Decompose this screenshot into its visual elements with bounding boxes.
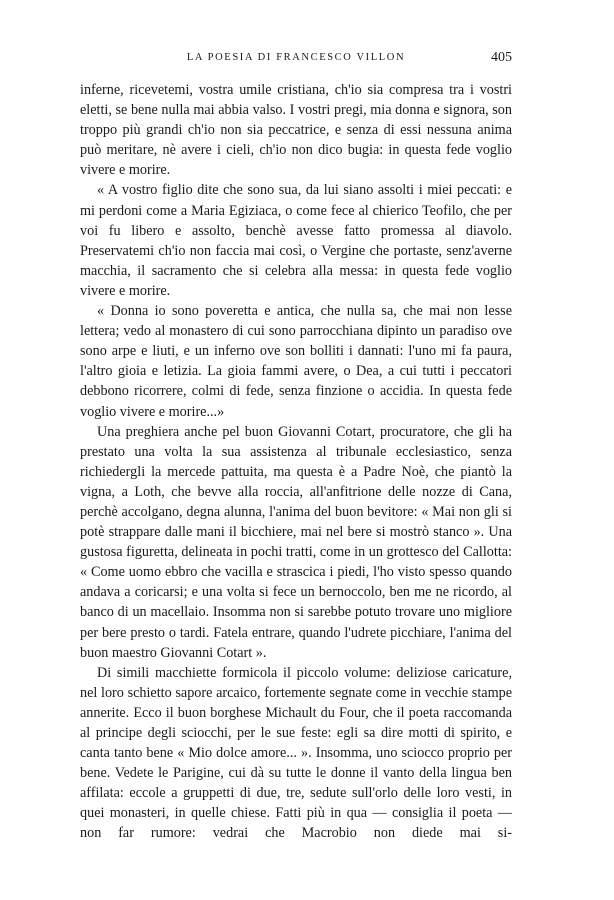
body-text	[80, 80, 512, 844]
page-number: 405	[491, 50, 512, 65]
paragraph: inferne, ricevetemi, vostra umile cristiana, ch'io sia compresa tra i vostri eletti, se bene nulla mai abbia valso. I vostri pregi, mia donna e signora, son troppo più grandi ch'io non sia peccatrice, e senza di essi nessuna anima può meritare, nè avere i cieli, ch'io non dico bugia: in questa fede voglio vivere e morire.	[80, 82, 512, 179]
paragraph: « Donna io sono poveretta e antica, che nulla sa, che mai non lesse lettera; vedo al monastero di cui sono parrocchiana dipinto un paradiso ove sono arpe e liuti, e un inferno ove son bolliti i dannati: l'uno mi fa paura, l'altro gioia e letizia. La gioia fammi avere, o Dea, a cui tutti i peccatori debbono ricorrere, colmi di fede, senza finzione o accidia. In questa fede voglio vivere e morire...»	[80, 303, 512, 420]
paragraph: « A vostro figlio dite che sono sua, da lui siano assolti i miei peccati: e mi perdoni come a Maria Egiziaca, o come fece al chierico Teofilo, che per voi fu libero e assolto, benchè avesse fatto promessa al diavolo. Preservatemi ch'io non faccia mai così, o Vergine che portaste, senz'averne macchia, il sacramento che si celebra alla messa: in questa fede voglio vivere e morire.	[80, 182, 512, 299]
running-head	[80, 50, 512, 70]
paragraph: Di simili macchiette formicola il piccolo volume: deliziose caricature, nel loro schietto sapore arcaico, fortemente segnate come in vecchie stampe annerite. Ecco il buon borghese Michault du Four, che il poeta raccomanda al principe degli sciocchi, per le sue feste: egli sa dire motti di spirito, e canta tanto bene « Mio dolce amore... ». Insomma, uno sciocco proprio per bene. Vedete le Parigine, cui dà su tutte le donne il vanto della lingua ben affilata: eccole a gruppetti di due, tre, sedute sull'orlo delle loro vesti, in quei monasteri, in quelle chiese. Fatti più in qua — consiglia il poeta — non far rumore: vedrai che Macrobio non diede mai si-	[80, 664, 512, 842]
paragraph: Una preghiera anche pel buon Giovanni Cotart, procuratore, che gli ha prestato una volta la sua assistenza al tribunale ecclesiastico, senza richiedergli la mercede pattuita, ma questa è a Padre Noè, che piantò la vigna, a Loth, che bevve alla roccia, all'anfitrione delle nozze di Cana, perchè accolgano, degna alunna, l'anima del buon bevitore: « Mai non gli si potè strappare dalle mani il bicchiere, mai nel bere si mostrò stanco ». Una gustosa figuretta, delineata in pochi tratti, come in un grottesco del Callotta: « Come uomo ebbro che vacilla e strascica i piedi, l'ho visto spesso quando andava a coricarsi; e una volta si fece un bernoccolo, ben me ne ricordo, al banco di un macellaio. Insomma non si sarebbe potuto trovare uno migliore per bere presto o tardi. Fatela entrare, quando l'udrete picchiare, l'anima del buon maestro Giovanni Cotart ».	[80, 423, 512, 661]
running-title: LA POESIA DI FRANCESCO VILLON	[186, 52, 406, 63]
